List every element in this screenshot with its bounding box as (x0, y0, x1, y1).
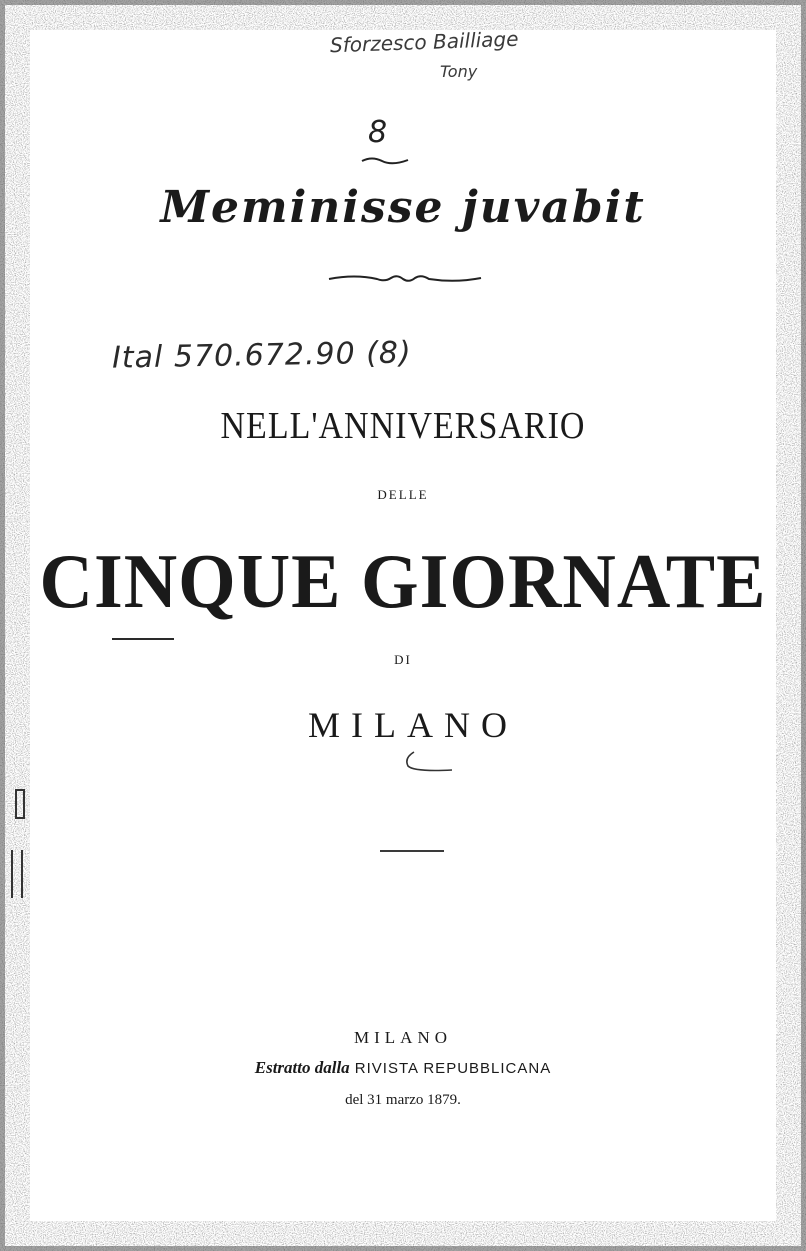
spine-binding-marks (0, 780, 40, 900)
volume-number: 8 (368, 115, 388, 150)
ornamental-rule-icon (325, 270, 485, 286)
volume-number-flourish (360, 155, 410, 165)
heading-city: MILANO (308, 705, 518, 745)
pencil-curl-mark (400, 750, 460, 774)
imprint-source (0, 1058, 806, 1078)
heading-anniversary: NELL'ANNIVERSARIO (220, 405, 586, 448)
imprint-city: MILANO (354, 1028, 452, 1047)
imprint-source-prefix: Estratto dalla (254, 1058, 350, 1077)
heading-delle: DELLE (377, 487, 429, 502)
main-title: CINQUE GIORNATE (39, 538, 767, 626)
imprint-date: del 31 marzo 1879. (345, 1092, 461, 1108)
handwritten-annotation-top: Sforzesco Bailliage (329, 26, 519, 58)
imprint-source-title: RIVISTA REPUBBLICANA (354, 1060, 552, 1077)
handwritten-annotation-sub: Tony (440, 62, 478, 81)
margin-rule (112, 638, 174, 640)
library-shelfmark: Ital 570.672.90 (8) (111, 335, 412, 376)
heading-di: DI (394, 652, 412, 667)
center-rule (380, 850, 444, 852)
motto: Meminisse juvabit (160, 182, 646, 233)
